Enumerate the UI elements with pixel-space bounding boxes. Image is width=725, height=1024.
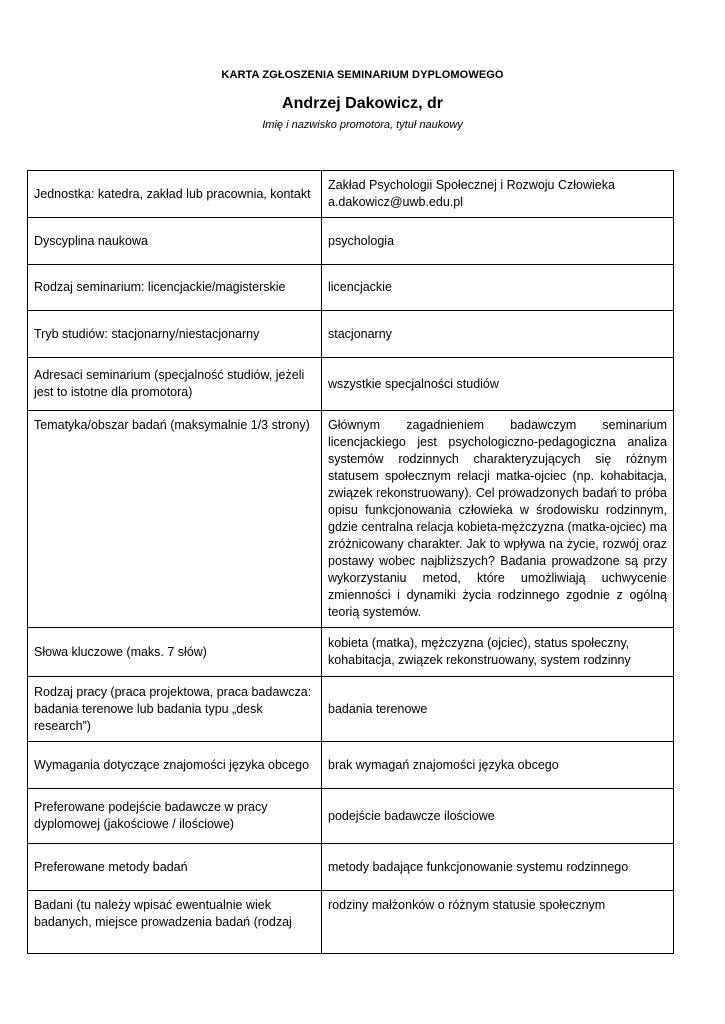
table-row-seminar-type	[28, 265, 674, 311]
row-value: metody badające funkcjonowanie systemu rodzinnego	[322, 844, 674, 891]
table-row-subjects	[28, 891, 674, 954]
table-row-research-area	[28, 411, 674, 628]
row-value: licencjackie	[322, 265, 674, 311]
row-value: badania terenowe	[322, 677, 674, 742]
row-label: Adresaci seminarium (specjalność studiów, jeżeli jest to istotne dla promotora)	[28, 358, 322, 411]
row-label: Jednostka: katedra, zakład lub pracownia, kontakt	[28, 171, 322, 218]
row-value: stacjonarny	[322, 311, 674, 358]
row-label: Badani (tu należy wpisać ewentualnie wiek badanych, miejsce prowadzenia badań (rodzaj	[28, 891, 322, 954]
row-label: Rodzaj seminarium: licencjackie/magisterskie	[28, 265, 322, 311]
row-value: rodziny małżonków o różnym statusie społecznym	[322, 891, 674, 954]
table-row-audience	[28, 358, 674, 411]
table-row-study-mode	[28, 311, 674, 358]
table-row-work-type	[28, 677, 674, 742]
row-label: Preferowane metody badań	[28, 844, 322, 891]
unit-name: Zakład Psychologii Społecznej i Rozwoju Człowieka	[328, 178, 615, 192]
table-row-discipline	[28, 218, 674, 265]
promoter-name: Andrzej Dakowicz, dr	[282, 95, 443, 112]
row-label: Słowa kluczowe (maks. 7 słów)	[28, 628, 322, 677]
contact-email: a.dakowicz@uwb.edu.pl	[328, 195, 463, 209]
table-row-unit	[28, 171, 674, 218]
promoter-caption: Imię i nazwisko promotora, tytuł naukowy	[262, 119, 463, 131]
row-label: Dyscyplina naukowa	[28, 218, 322, 265]
row-value: psychologia	[322, 218, 674, 265]
row-label: Tryb studiów: stacjonarny/niestacjonarny	[28, 311, 322, 358]
row-value-unit	[322, 171, 674, 218]
seminar-form-table	[27, 170, 674, 954]
table-row-language	[28, 742, 674, 789]
row-value: brak wymagań znajomości języka obcego	[322, 742, 674, 789]
row-value: kobieta (matka), mężczyzna (ojciec), status społeczny, kohabitacja, związek rekonstruowany, system rodzinny	[322, 628, 674, 677]
table-row-methods	[28, 844, 674, 891]
row-value: wszystkie specjalności studiów	[322, 358, 674, 411]
row-label: Preferowane podejście badawcze w pracy dyplomowej (jakościowe / ilościowe)	[28, 789, 322, 844]
row-label: Tematyka/obszar badań (maksymalnie 1/3 strony)	[28, 411, 322, 628]
row-label: Rodzaj pracy (praca projektowa, praca badawcza: badania terenowe lub badania typu „desk research”)	[28, 677, 322, 742]
table-row-keywords	[28, 628, 674, 677]
row-value-research-description: Głównym zagadnieniem badawczym seminarium licencjackiego jest psychologiczno-pedagogiczna analiza systemów rodzinnych charakteryzujących się różnym statusem społecznym relacji matka-ojciec (np. kohabitacja, związek rekonstruowany). Cel prowadzonych badań to próba opisu funkcjonowania człowieka w środowisku rodzinnym, gdzie centralna relacja kobieta-mężczyzna (matka-ojciec) ma zróżnicowany charakter. Jak to wpływa na życie, rozwój oraz postawy wobec najbliższych? Badania prowadzone są przy wykorzystaniu metod, które umożliwiają uchwycenie zmienności i dynamiki życia rodzinnego zgodnie z ogólną teorią systemów.	[322, 411, 674, 628]
row-label: Wymagania dotyczące znajomości języka obcego	[28, 742, 322, 789]
row-value: podejście badawcze ilościowe	[322, 789, 674, 844]
table-row-approach	[28, 789, 674, 844]
document-title: KARTA ZGŁOSZENIA SEMINARIUM DYPLOMOWEGO	[221, 69, 504, 81]
